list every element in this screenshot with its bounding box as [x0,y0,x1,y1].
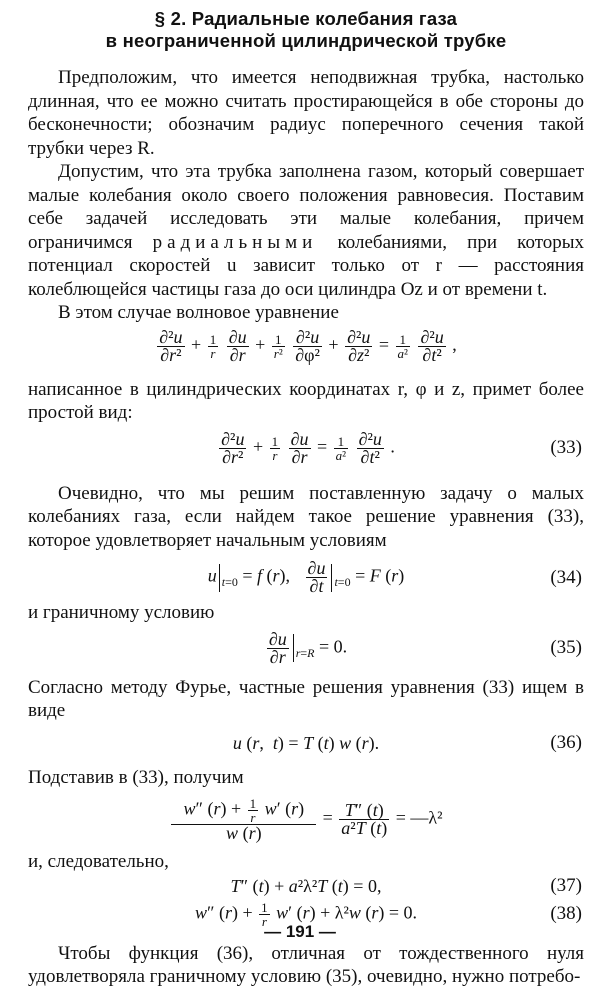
equation-number-36: (36) [550,732,582,753]
spaced-word: радиальными [152,231,318,253]
page-number: — 191 — [264,922,336,941]
page [28,8,584,989]
equation-number-38: (38) [550,903,582,924]
paragraph-10: Чтобы функция (36), отличная от тождественного нуля удовлетворяла граничному условию (35), очевидно, нужно потребо- [28,942,584,987]
equation-33: $\frac{\text{∂²u}}{\text{∂r²}}$ + $\frac{1}{r}$ $\frac{\partial u}{\partial r}$ = $\frac{1}{\text{a²}}$ $\frac{\text{∂²u}}{\text{∂t²}}$ . (33) [221,428,582,467]
paragraph-7: Согласно методу Фурье, частные решения уравнения (33) ищем в виде [28,676,584,721]
paragraph-2: Допустим, что эта трубка заполнена газом, который совершает малые колебания около своего положения равновесия. Поставим себе задачей исследовать эти малые колебания, причем ограничимся радиальными колебаниями, при которых потенциал скоростей u зависит только от r — расстояния колеблющейся частицы газа до оси цилиндра Oz и от времени t. [28,161,585,300]
equation-37: T″ (t) + a²λ²T (t) = 0, (37) [230,875,582,896]
equation-number-34: (34) [550,566,582,588]
title-line-2: в неограниченной цилиндрической трубке [105,30,507,51]
paragraph-4: написанное в цилиндрических координатах r, φ и z, примет более простой вид: [28,378,584,423]
paragraph-5: Очевидно, что мы решим поставленную задачу о малых колебаниях газа, если найдем такое решение уравнения (33), которое удовлетворяет начальным условиям [28,482,584,551]
title-line-1: § 2. Радиальные колебания газа [154,8,458,29]
paragraph-6: и граничному условию [28,602,215,623]
equation-38: w″ (r) + $\frac{1}{r}$ w′ (r) + λ²w (r) = 0. (38) [194,899,582,929]
equation-number-35: (35) [550,637,582,658]
equation-34: u $_{t=0}$ = f (r), $\frac{\partial u}{\partial t}$ $_{t=0}$ = F (r) (34) [207,558,582,596]
equation-35: $\frac{\partial u}{\partial r}$ $_{r=R}$ = 0. (35) [268,628,582,667]
equation-number-37: (37) [550,875,582,896]
separation-equation: w″ (r) + $\frac{1}{r}$ w′ (r) w (r) = $\frac{T'' (t)}{\text{a²T (t)}}$ = —λ² [28,797,584,842]
paragraph-8: Подставив в (33), получим [28,766,244,788]
equation-36: u (r, t) = T (t) w (r). (36) [232,732,582,753]
section-title [28,8,584,52]
wave-equation: $\frac{\text{∂²u}}{\text{∂r²}}$ + $\frac{1}{r}$ $\frac{\partial u}{\partial r}$ + $\frac{1}{\text{r²}}$ $\frac{\text{∂²u}}{\text{∂φ²}}$ + $\frac{\text{∂²u}}{\text{∂z²}}$ = $\frac{1}{\text{a²}}$ $\frac{\text{∂²u}}{\text{∂t²}}$ , [159,326,457,365]
equation-number-33: (33) [550,437,582,458]
paragraph-9: и, следовательно, [28,851,169,872]
paragraph-1: Предположим, что имеется неподвижная трубка, настолько длинная, что ее можно считать простирающейся в обе стороны до бесконечности; обозначим радиус поперечного сечения такой трубки через R. [28,67,584,159]
paragraph-3: В этом случае волновое уравнение [58,302,339,323]
